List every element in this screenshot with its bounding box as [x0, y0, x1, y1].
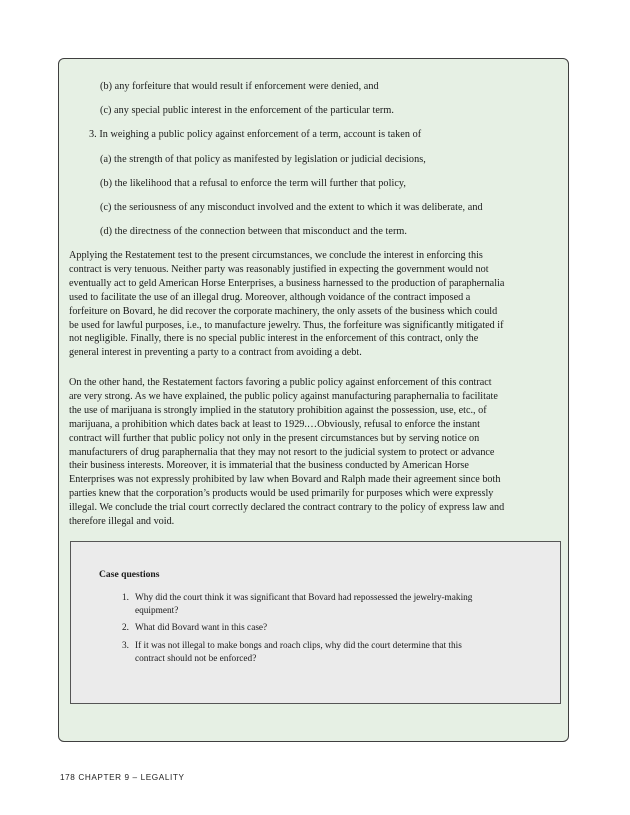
list-item-3: 3. In weighing a public policy against enforcement of a term, account is taken of [89, 129, 422, 140]
list-item-b: (b) any forfeiture that would result if enforcement were denied, and [100, 81, 379, 92]
paragraph-public-policy: On the other hand, the Restatement factors favoring a public policy against enforcement of this contract are very strong. As we have explained, the public policy against manufacturing paraphernalia to facilitate the use of marijuana is strongly implied in the statutory prohibition against the possession, use, etc., of marijuana, a prohibition which dates back at least to 1929.…Obviously, refusal to enforce the instant contract will further that public policy not only in the present circumstances but by serving notice on manufacturers of drug paraphernalia that they may not resort to the judicial system to protect or advance their business interests. Moreover, it is immaterial that the business conducted by American Horse Enterprises was not expressly prohibited by law when Bovard and Ralph made their agreement since both parties knew that the corporation’s products would be used primarily for purposes which were expressly illegal. We conclude the trial court correctly declared the contract contrary to the policy of express law and therefore illegal and void. [69, 377, 505, 528]
page-footer: 178 CHAPTER 9 – LEGALITY [60, 773, 185, 782]
paragraph-restatement-test: Applying the Restatement test to the present circumstances, we conclude the interest in enforcing this contract is very tenuous. Neither party was reasonably justified in expecting the government would not eventually act to geld American Horse Enterprises, a business harnessed to the production of paraphernalia used to facilitate the use of an illegal drug. Moreover, although voidance of the contract imposed a forfeiture on Bovard, he did recover the corporate machinery, the only assets of the business which could be used for lawful purposes, i.e., to manufacture jewelry. Thus, the forfeiture was significantly mitigated if not negligible. Finally, there is no special public interest in the enforcement of this contract, only the general interest in preventing a party to a contract from avoiding a debt. [69, 250, 505, 359]
list-item-3a: (a) the strength of that policy as manifested by legislation or judicial decisions, [100, 154, 426, 165]
list-item-3c: (c) the seriousness of any misconduct involved and the extent to which it was deliberate, and [100, 202, 483, 213]
list-item-3d: (d) the directness of the connection between that misconduct and the term. [100, 226, 407, 237]
list-item-c: (c) any special public interest in the enforcement of the particular term. [100, 105, 394, 116]
list-item-3b: (b) the likelihood that a refusal to enforce the term will further that policy, [100, 178, 406, 189]
case-questions-title: Case questions [99, 569, 160, 580]
